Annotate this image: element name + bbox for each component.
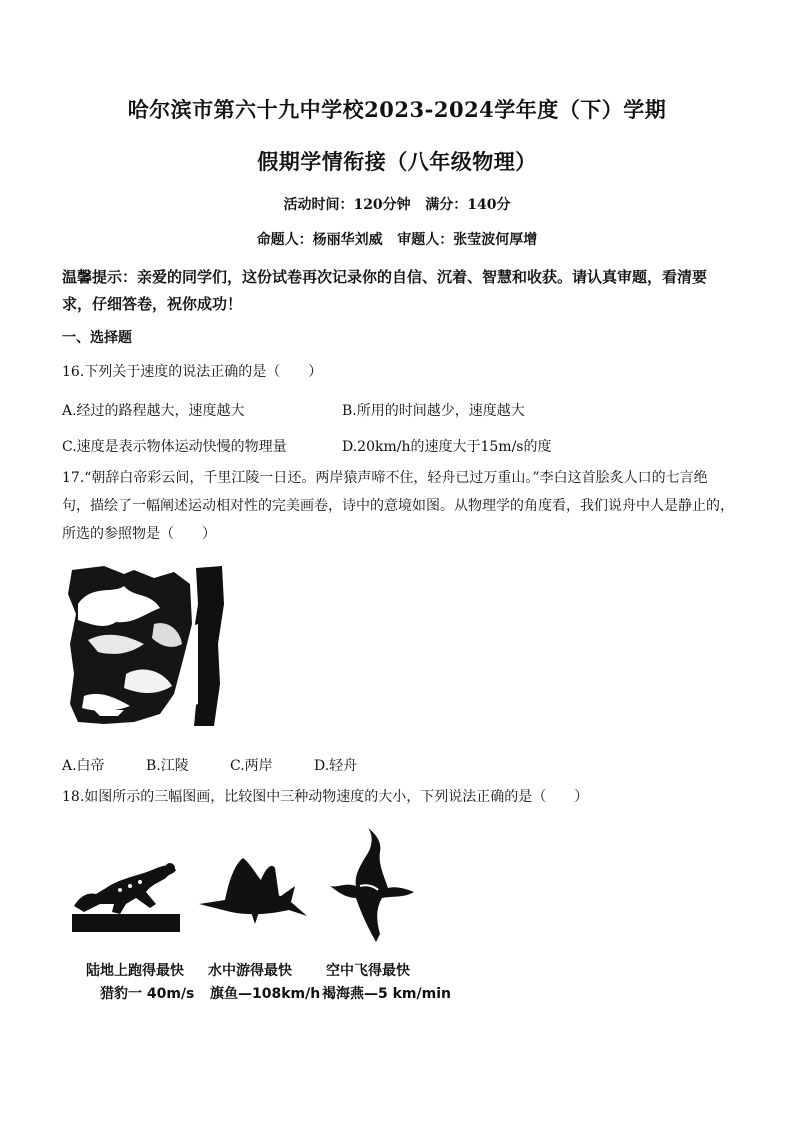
poem-illustration	[64, 564, 226, 732]
q17-option-d: D.轻舟	[314, 758, 358, 774]
q17-option-c: C.两岸	[230, 758, 273, 774]
section-title: 一、选择题	[62, 330, 132, 346]
swift-bird-icon	[326, 826, 416, 946]
sailfish-image	[195, 850, 311, 930]
q17-option-b: B.江陵	[146, 758, 189, 774]
sailfish-caption-title: 水中游得最快	[208, 963, 292, 979]
swift-caption-title: 空中飞得最快	[326, 963, 410, 979]
question-16-stem: 16.下列关于速度的说法正确的是（ ）	[62, 364, 323, 380]
exam-authors: 命题人：杨丽华刘威 审题人：张莹波何厚增	[256, 232, 538, 248]
q16-option-d: D.20km/h的速度大于15m/s的度	[342, 439, 552, 455]
q16-option-c: C.速度是表示物体运动快慢的物理量	[62, 439, 287, 455]
question-18-stem: 18.如图所示的三幅图画，比较图中三种动物速度的大小，下列说法正确的是（ ）	[62, 789, 589, 805]
q16-option-b: B.所用的时间越少，速度越大	[342, 403, 525, 419]
sailfish-icon	[195, 850, 311, 926]
exam-subtitle: 假期学情衔接（八年级物理）	[257, 149, 537, 174]
cheetah-caption-speed: 猎豹一 40m/s	[100, 986, 195, 1002]
q16-option-a: A.经过的路程越大，速度越大	[62, 403, 245, 419]
warm-tip: 温馨提示：亲爱的同学们，这份试卷再次记录你的自信、沉着、智慧和收获。请认真审题，看清要求，仔细答卷，祝你成功！	[62, 268, 708, 313]
cheetah-caption-title: 陆地上跑得最快	[86, 963, 184, 979]
q17-option-a: A.白帝	[62, 758, 105, 774]
landscape-illustration-icon	[64, 564, 226, 728]
exam-info: 活动时间：120分钟 满分：140分	[283, 197, 511, 213]
swift-caption-speed: 褐海燕—5 km/min	[322, 986, 451, 1002]
cheetah-image	[70, 848, 182, 938]
swift-image	[326, 826, 416, 950]
question-17-stem: 17.“朝辞白帝彩云间，千里江陵一日还。两岸猿声啼不住，轻舟已过万重山。”李白这首脍炙人口的七言绝句，描绘了一幅阐述运动相对性的完美画卷，诗中的意境如图。从物理学的角度看，我们说舟中人是静止的，所选的参照物是（ ）	[62, 470, 734, 542]
sailfish-caption-speed: 旗鱼—108km/h	[210, 986, 321, 1002]
cheetah-icon	[70, 848, 182, 934]
exam-title: 哈尔滨市第六十九中学校2023-2024学年度（下）学期	[127, 97, 667, 122]
